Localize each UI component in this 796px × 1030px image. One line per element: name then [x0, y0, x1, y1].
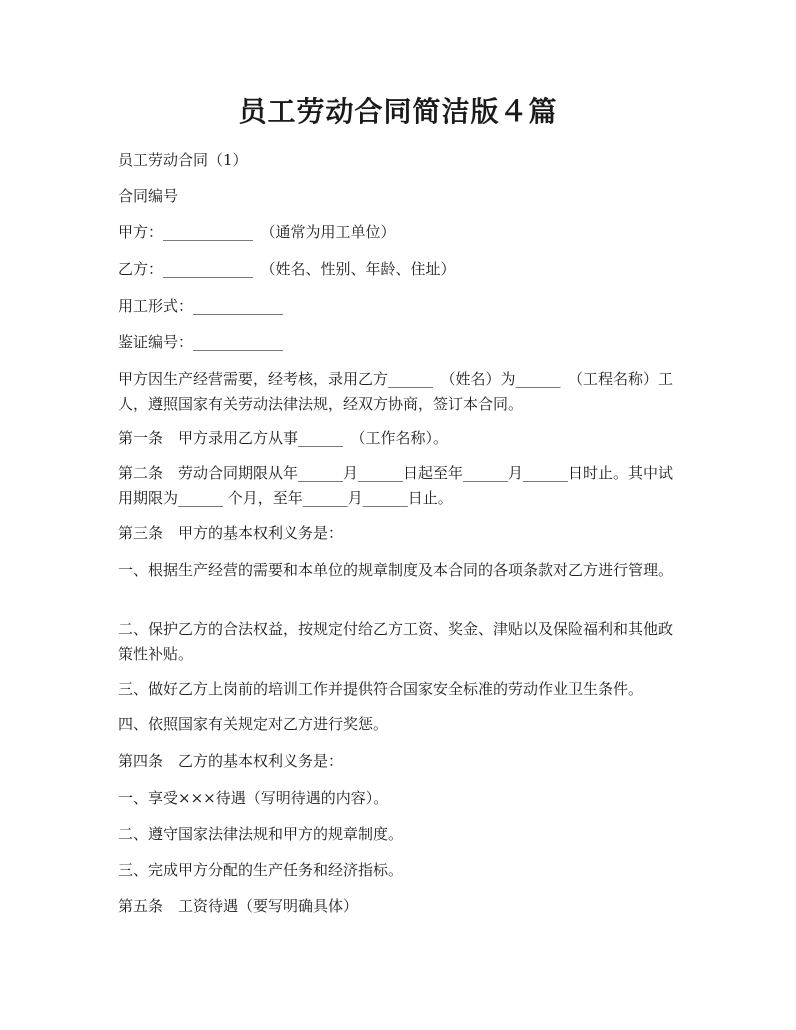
article-3-item-2: 二、保护乙方的合法权益，按规定付给乙方工资、奖金、津贴以及保险福利和其他政策性补贴。: [118, 620, 674, 663]
article-3-item-1: 一、根据生产经营的需要和本单位的规章制度及本合同的各项条款对乙方进行管理。: [118, 561, 674, 579]
article-5-heading: 第五条 工资待遇（要写明确具体）: [118, 897, 359, 915]
contract-heading: 员工劳动合同（1）: [118, 151, 248, 169]
article-1: 第一条 甲方录用乙方从事______ （工作名称）。: [118, 429, 449, 447]
employment-form-line: 用工形式：____________: [118, 297, 284, 315]
article-4-item-2: 二、遵守国家法律法规和甲方的规章制度。: [118, 825, 404, 843]
verification-number-line: 鉴证编号：____________: [118, 333, 284, 351]
article-3-item-3: 三、做好乙方上岗前的培训工作并提供符合国家安全标准的劳动作业卫生条件。: [118, 680, 644, 698]
party-a-line: 甲方：____________ （通常为用工单位）: [118, 223, 396, 241]
article-3-heading: 第三条 甲方的基本权利义务是：: [118, 524, 344, 542]
article-3-item-4: 四、依照国家有关规定对乙方进行奖惩。: [118, 715, 389, 733]
article-4-item-3: 三、完成甲方分配的生产任务和经济指标。: [118, 861, 404, 879]
article-2: 第二条 劳动合同期限从年______月______日起至年______月______日时止。其中试用期限为______ 个月，至年______月______日止。: [118, 464, 674, 507]
contract-number-label: 合同编号: [118, 187, 179, 205]
article-4-item-1: 一、享受×××待遇（写明待遇的内容）。: [118, 789, 389, 807]
article-4-heading: 第四条 乙方的基本权利义务是：: [118, 752, 344, 770]
preamble-paragraph: 甲方因生产经营需要，经考核，录用乙方______ （姓名）为______ （工程名称）工人，遵照国家有关劳动法律法规，经双方协商，签订本合同。: [118, 370, 674, 413]
document-title: 员工劳动合同简洁版４篇: [238, 95, 558, 128]
party-b-line: 乙方：____________ （姓名、性别、年龄、住址）: [118, 260, 456, 278]
